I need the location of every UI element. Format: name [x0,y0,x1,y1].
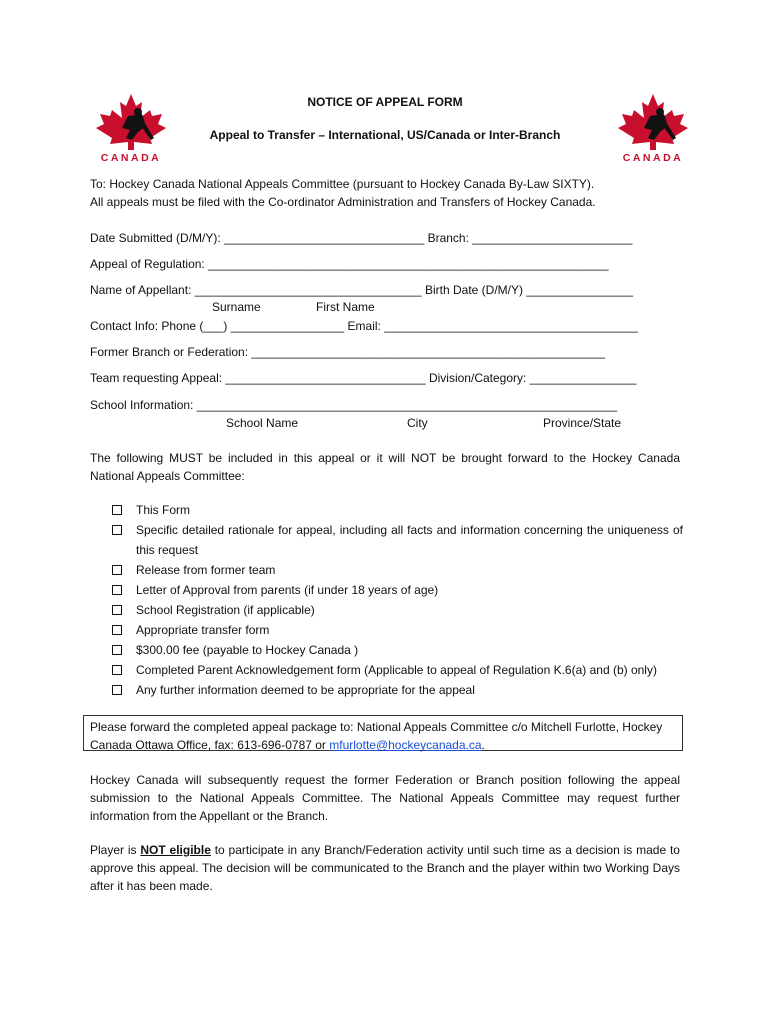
form-subtitle: Appeal to Transfer – International, US/Canada or Inter-Branch [209,128,561,142]
checkbox-icon[interactable] [112,565,122,575]
logo-wordmark: CANADA [100,152,162,164]
not-eligible-emphasis: NOT eligible [140,843,211,857]
appellant-birthdate-field[interactable]: Name of Appellant: __________________________________ Birth Date (D/M/Y) ________________ [90,283,634,297]
requirements-checklist [108,500,683,700]
former-branch-field[interactable]: Former Branch or Federation: _____________________________________________________ [90,345,606,359]
forward-text: Please forward the completed appeal package to: National Appeals Committee c/o Mitchell Furlotte, Hockey Canada Ottawa Office, fax: 613-696-0787 or [90,720,663,752]
date-branch-field[interactable]: Date Submitted (D/M/Y): ______________________________ Branch: ________________________ [90,231,633,245]
requirements-intro: The following MUST be included in this appeal or it will NOT be brought forward to the Hockey Canada National Appeals Committee: [90,451,680,483]
checklist-item[interactable]: Specific detailed rationale for appeal, including all facts and information concerning the uniqueness of this request [108,520,683,560]
followup-paragraph: Hockey Canada will subsequently request the former Federation or Branch position following the appeal submission to the National Appeals Committee. The National Appeals Committee may request further information from the Appellant or the Branch. [90,773,680,823]
checklist-item[interactable]: Any further information deemed to be appropriate for the appeal [108,680,683,700]
form-title: NOTICE OF APPEAL FORM [307,95,463,109]
checkbox-icon[interactable] [112,605,122,615]
checklist-item[interactable]: This Form [108,500,683,520]
city-caption: City [407,416,428,430]
checklist-item[interactable]: School Registration (if applicable) [108,600,683,620]
checkbox-icon[interactable] [112,525,122,535]
school-name-caption: School Name [226,416,299,430]
first-name-caption: First Name [316,300,375,314]
checklist-item[interactable]: Completed Parent Acknowledgement form (Applicable to appeal of Regulation K.6(a) and (b) only) [108,660,683,680]
contact-info-field[interactable]: Contact Info: Phone (___) _________________ Email: ______________________________________ [90,319,638,333]
province-caption: Province/State [543,416,622,430]
regulation-field[interactable]: Appeal of Regulation: ____________________________________________________________ [90,257,609,271]
checkbox-icon[interactable] [112,625,122,635]
email-link[interactable]: mfurlotte@hockeycanada.ca [329,738,482,752]
surname-caption: Surname [212,300,261,314]
team-division-field[interactable]: Team requesting Appeal: ______________________________ Division/Category: ________________ [90,371,637,385]
forward-text-end: . [481,738,485,752]
checkbox-icon[interactable] [112,505,122,515]
checkbox-icon[interactable] [112,585,122,595]
checklist-item[interactable]: Letter of Approval from parents (if under 18 years of age) [108,580,683,600]
checkbox-icon[interactable] [112,665,122,675]
checklist-item[interactable]: Appropriate transfer form [108,620,683,640]
checklist-item[interactable]: $300.00 fee (payable to Hockey Canada ) [108,640,683,660]
forward-instructions-box [83,715,683,751]
checklist-item[interactable]: Release from former team [108,560,683,580]
intro-line-2: All appeals must be filed with the Co-ordinator Administration and Transfers of Hockey Canada. [90,195,596,209]
checkbox-icon[interactable] [112,645,122,655]
intro-line-1: To: Hockey Canada National Appeals Committee (pursuant to Hockey Canada By-Law SIXTY). [90,177,595,191]
school-info-field[interactable]: School Information: _______________________________________________________________ [90,398,618,412]
logo-wordmark: CANADA [622,152,684,164]
eligibility-paragraph: Player is NOT eligible to participate in any Branch/Federation activity until such time as a decision is made to approve this appeal. The decision will be communicated to the Branch and the player within two Working Days after it has been made. [90,843,680,893]
checkbox-icon[interactable] [112,685,122,695]
